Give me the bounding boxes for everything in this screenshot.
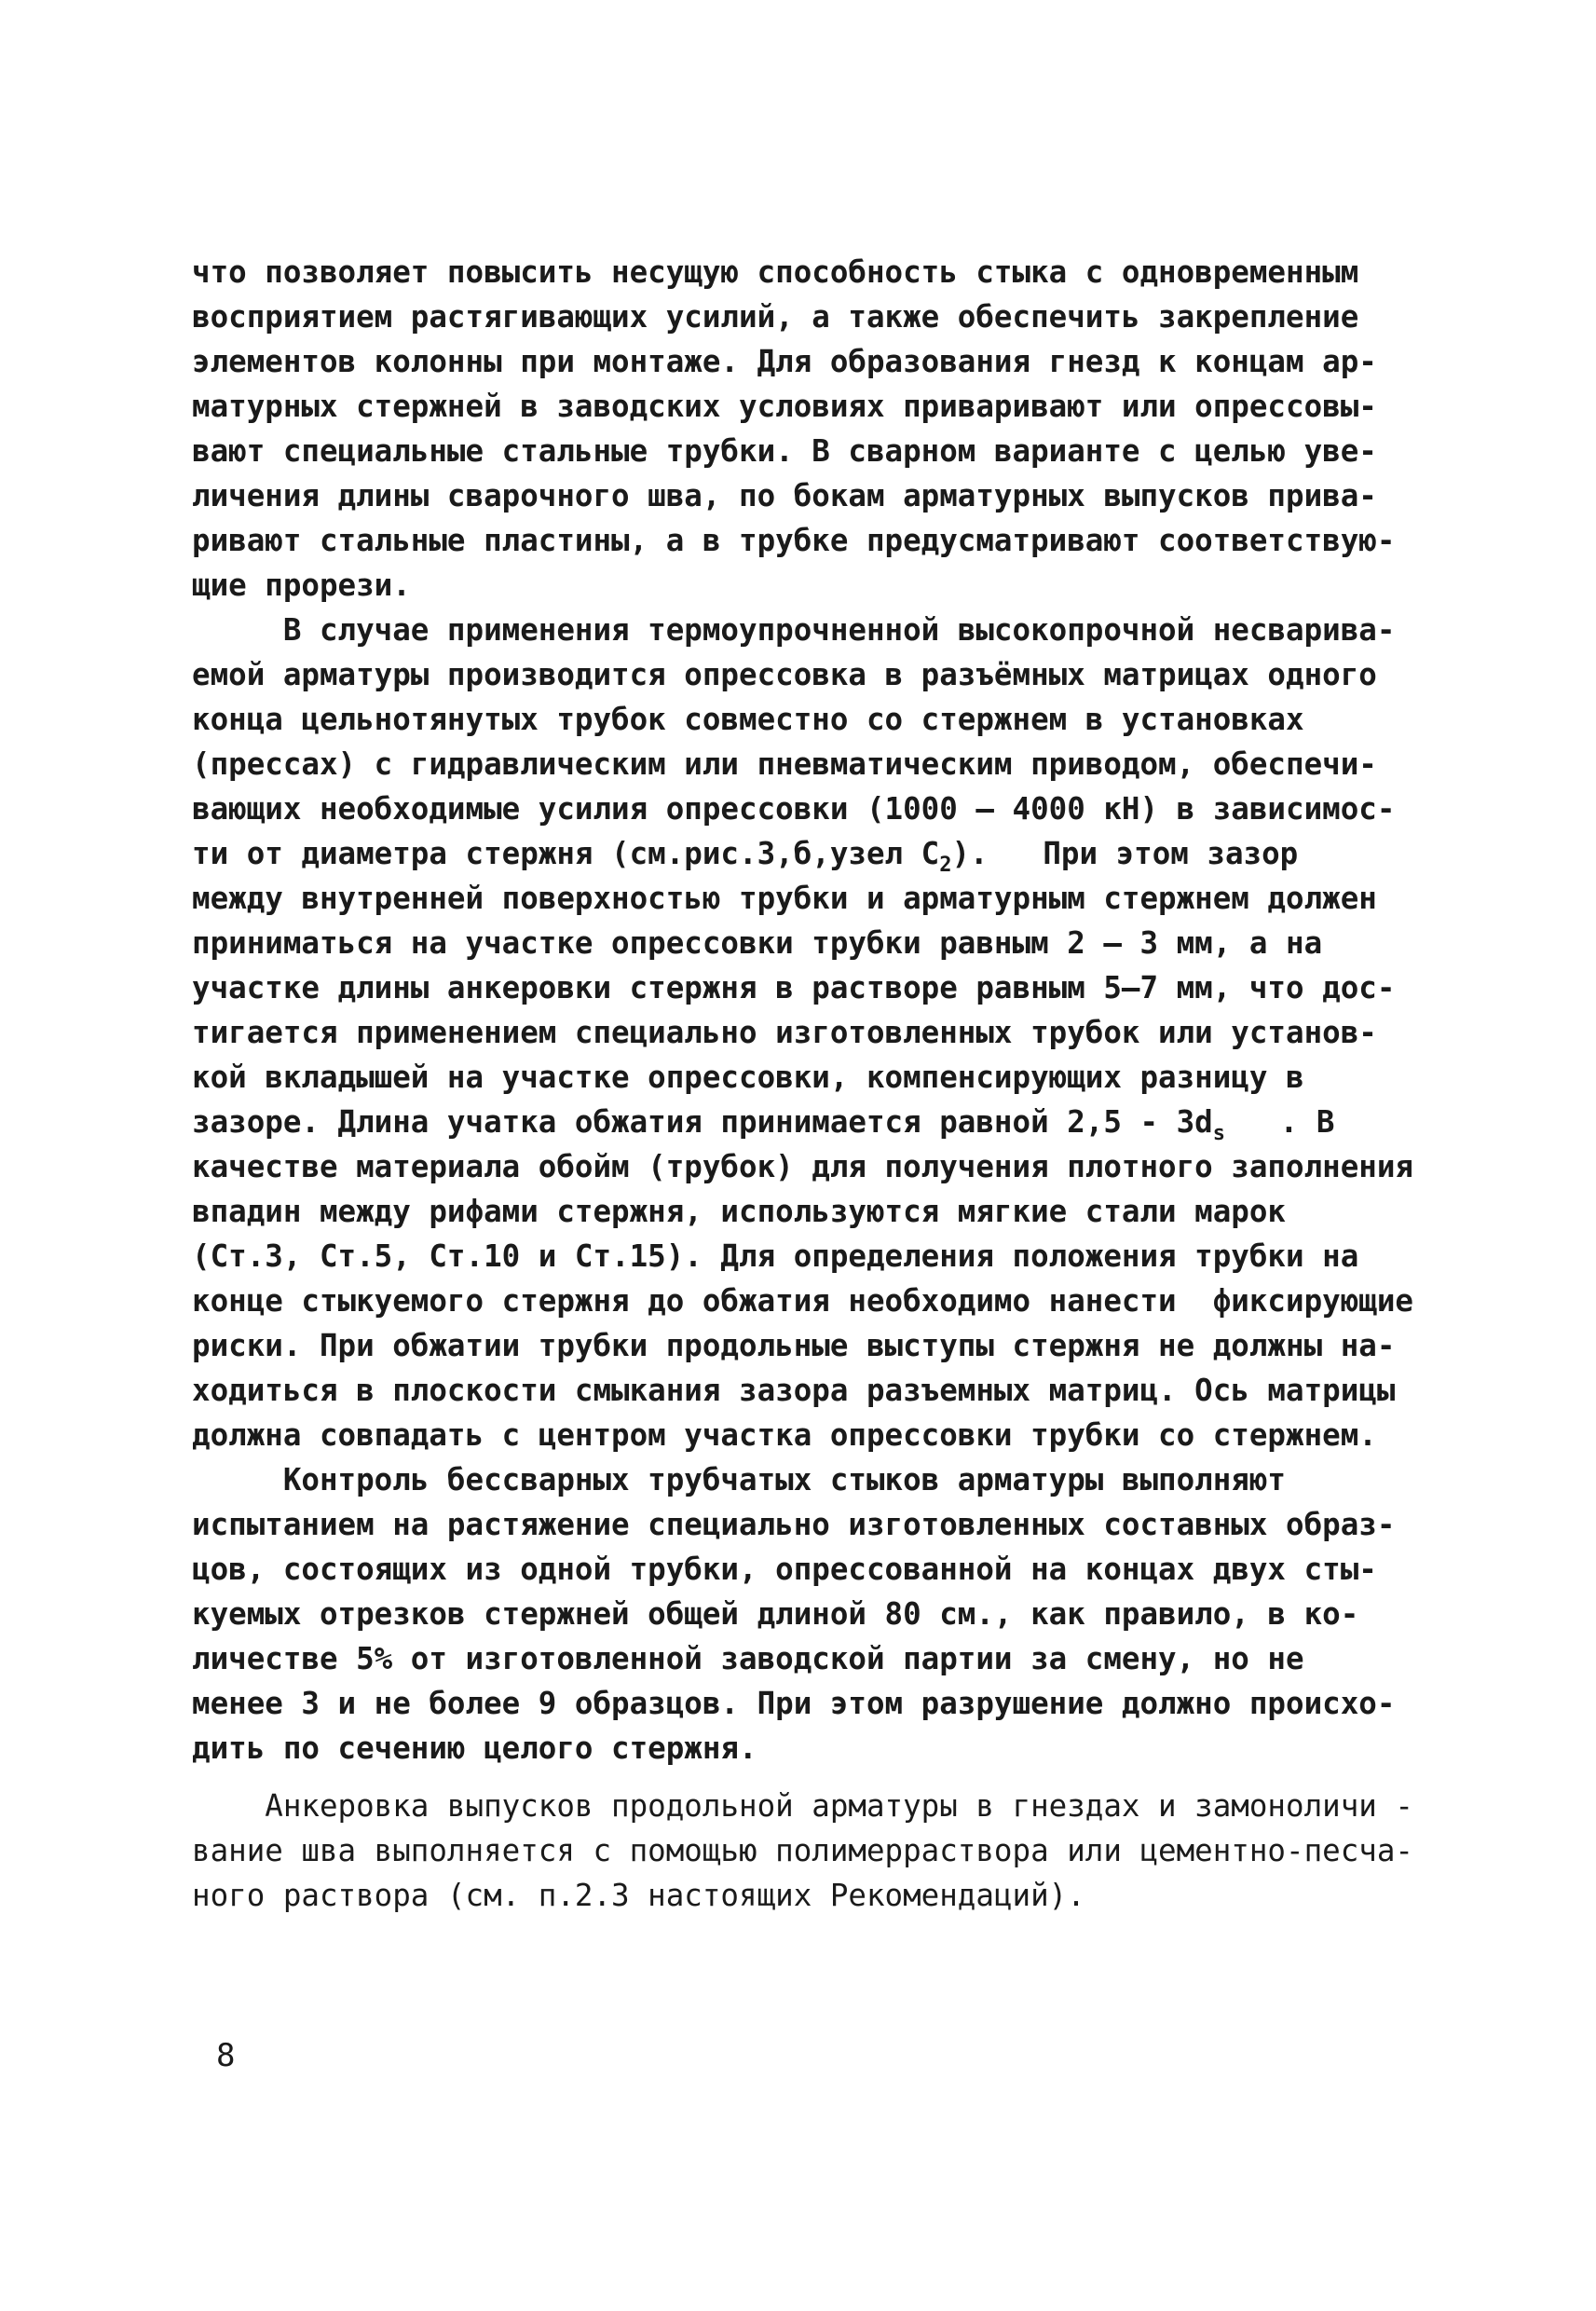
text-line: куемых отрезков стержней общей длиной 80 см., как правило, в ко- [192,1596,1359,1632]
text-line: качестве материала обойм (трубок) для получения плотного заполнения [192,1149,1413,1184]
text-line-with-subscript [192,1100,1422,1144]
text-segment: ти от диаметра стержня (см.рис.3,б,узел С [192,836,940,871]
text-line: конце стыкуемого стержня до обжатия необходимо нанести фиксирующие [192,1283,1413,1319]
text-line: между внутренней поверхностью трубки и арматурным стержнем должен [192,881,1377,916]
text-line: емой арматуры производится опрессовка в разъёмных матрицах одного [192,657,1377,692]
paragraph-3 [192,1457,1422,1771]
text-line: вающих необходимые усилия опрессовки (1000 – 4000 кН) в зависимос- [192,791,1396,827]
text-segment: ). При этом зазор [951,836,1299,871]
text-line: элементов колонны при монтаже. Для образования гнезд к концам ар- [192,344,1377,379]
subscript: 2 [939,854,952,877]
text-line: кой вкладышей на участке опрессовки, компенсирующих разницу в [192,1060,1304,1095]
text-line: ривают стальные пластины, а в трубке предусматривают соответствую- [192,523,1396,558]
text-segment: . В [1224,1104,1335,1140]
subscript: s [1212,1122,1225,1145]
text-line: конца цельнотянутых трубок совместно со стержнем в установках [192,702,1304,737]
text-line: (прессах) с гидравлическим или пневматическим приводом, обеспечи- [192,746,1377,782]
text-line: впадин между рифами стержня, используются мягкие стали марок [192,1194,1286,1229]
text-line: восприятием растягивающих усилий, а также обеспечить закрепление [192,299,1359,335]
text-line: (Ст.3, Ст.5, Ст.10 и Ст.15). Для определения положения трубки на [192,1238,1359,1274]
text-line: менее 3 и не более 9 образцов. При этом разрушение должно происхо- [192,1686,1396,1721]
text-line: щие прорези. [192,567,411,603]
text-line: тигается применением специально изготовленных трубок или установ- [192,1015,1377,1050]
text-line: дить по сечению целого стержня. [192,1730,757,1766]
text-line: Контроль бессварных трубчатых стыков арматуры выполняют [192,1462,1286,1497]
text-line: личения длины сварочного шва, по бокам арматурных выпусков прива- [192,478,1377,513]
text-line: должна совпадать с центром участка опрессовки трубки со стержнем. [192,1417,1377,1453]
text-line-with-subscript [192,831,1422,876]
text-line: вают специальные стальные трубки. В сварном варианте с целью уве- [192,433,1377,469]
text-line: что позволяет повысить несущую способность стыка с одновременным [192,254,1359,290]
text-line: испытанием на растяжение специально изготовленных составных образ- [192,1507,1396,1542]
text-line: Анкеровка выпусков продольной арматуры в гнездах и замоноличи - [192,1788,1413,1824]
paragraph-2 [192,608,1422,1457]
text-line: цов, состоящих из одной трубки, опрессованной на концах двух сты- [192,1552,1377,1587]
text-line: В случае применения термоупрочненной высокопрочной несварива- [192,612,1396,648]
paragraph-spacer [192,1771,1422,1784]
text-line: участке длины анкеровки стержня в растворе равным 5–7 мм, что дос- [192,970,1396,1005]
text-line: ного раствора (см. п.2.3 настоящих Рекомендаций). [192,1878,1085,1913]
body-text [192,250,1422,1918]
text-line: приниматься на участке опрессовки трубки равным 2 – 3 мм, а на [192,925,1323,961]
paragraph-4 [192,1784,1422,1918]
text-line: ходиться в плоскости смыкания зазора разъемных матриц. Ось матрицы [192,1373,1396,1408]
text-segment: зазоре. Длина учатка обжатия принимается равной 2,5 - 3d [192,1104,1213,1140]
paragraph-1 [192,250,1422,608]
text-line: личестве 5% от изготовленной заводской партии за смену, но не [192,1641,1304,1676]
text-line: матурных стержней в заводских условиях приваривают или опрессовы- [192,389,1377,424]
page-number: 8 [216,2037,236,2074]
text-line: вание шва выполняется с помощью полимерраствора или цементно-песча- [192,1833,1413,1868]
text-line: риски. При обжатии трубки продольные выступы стержня не должны на- [192,1328,1396,1363]
